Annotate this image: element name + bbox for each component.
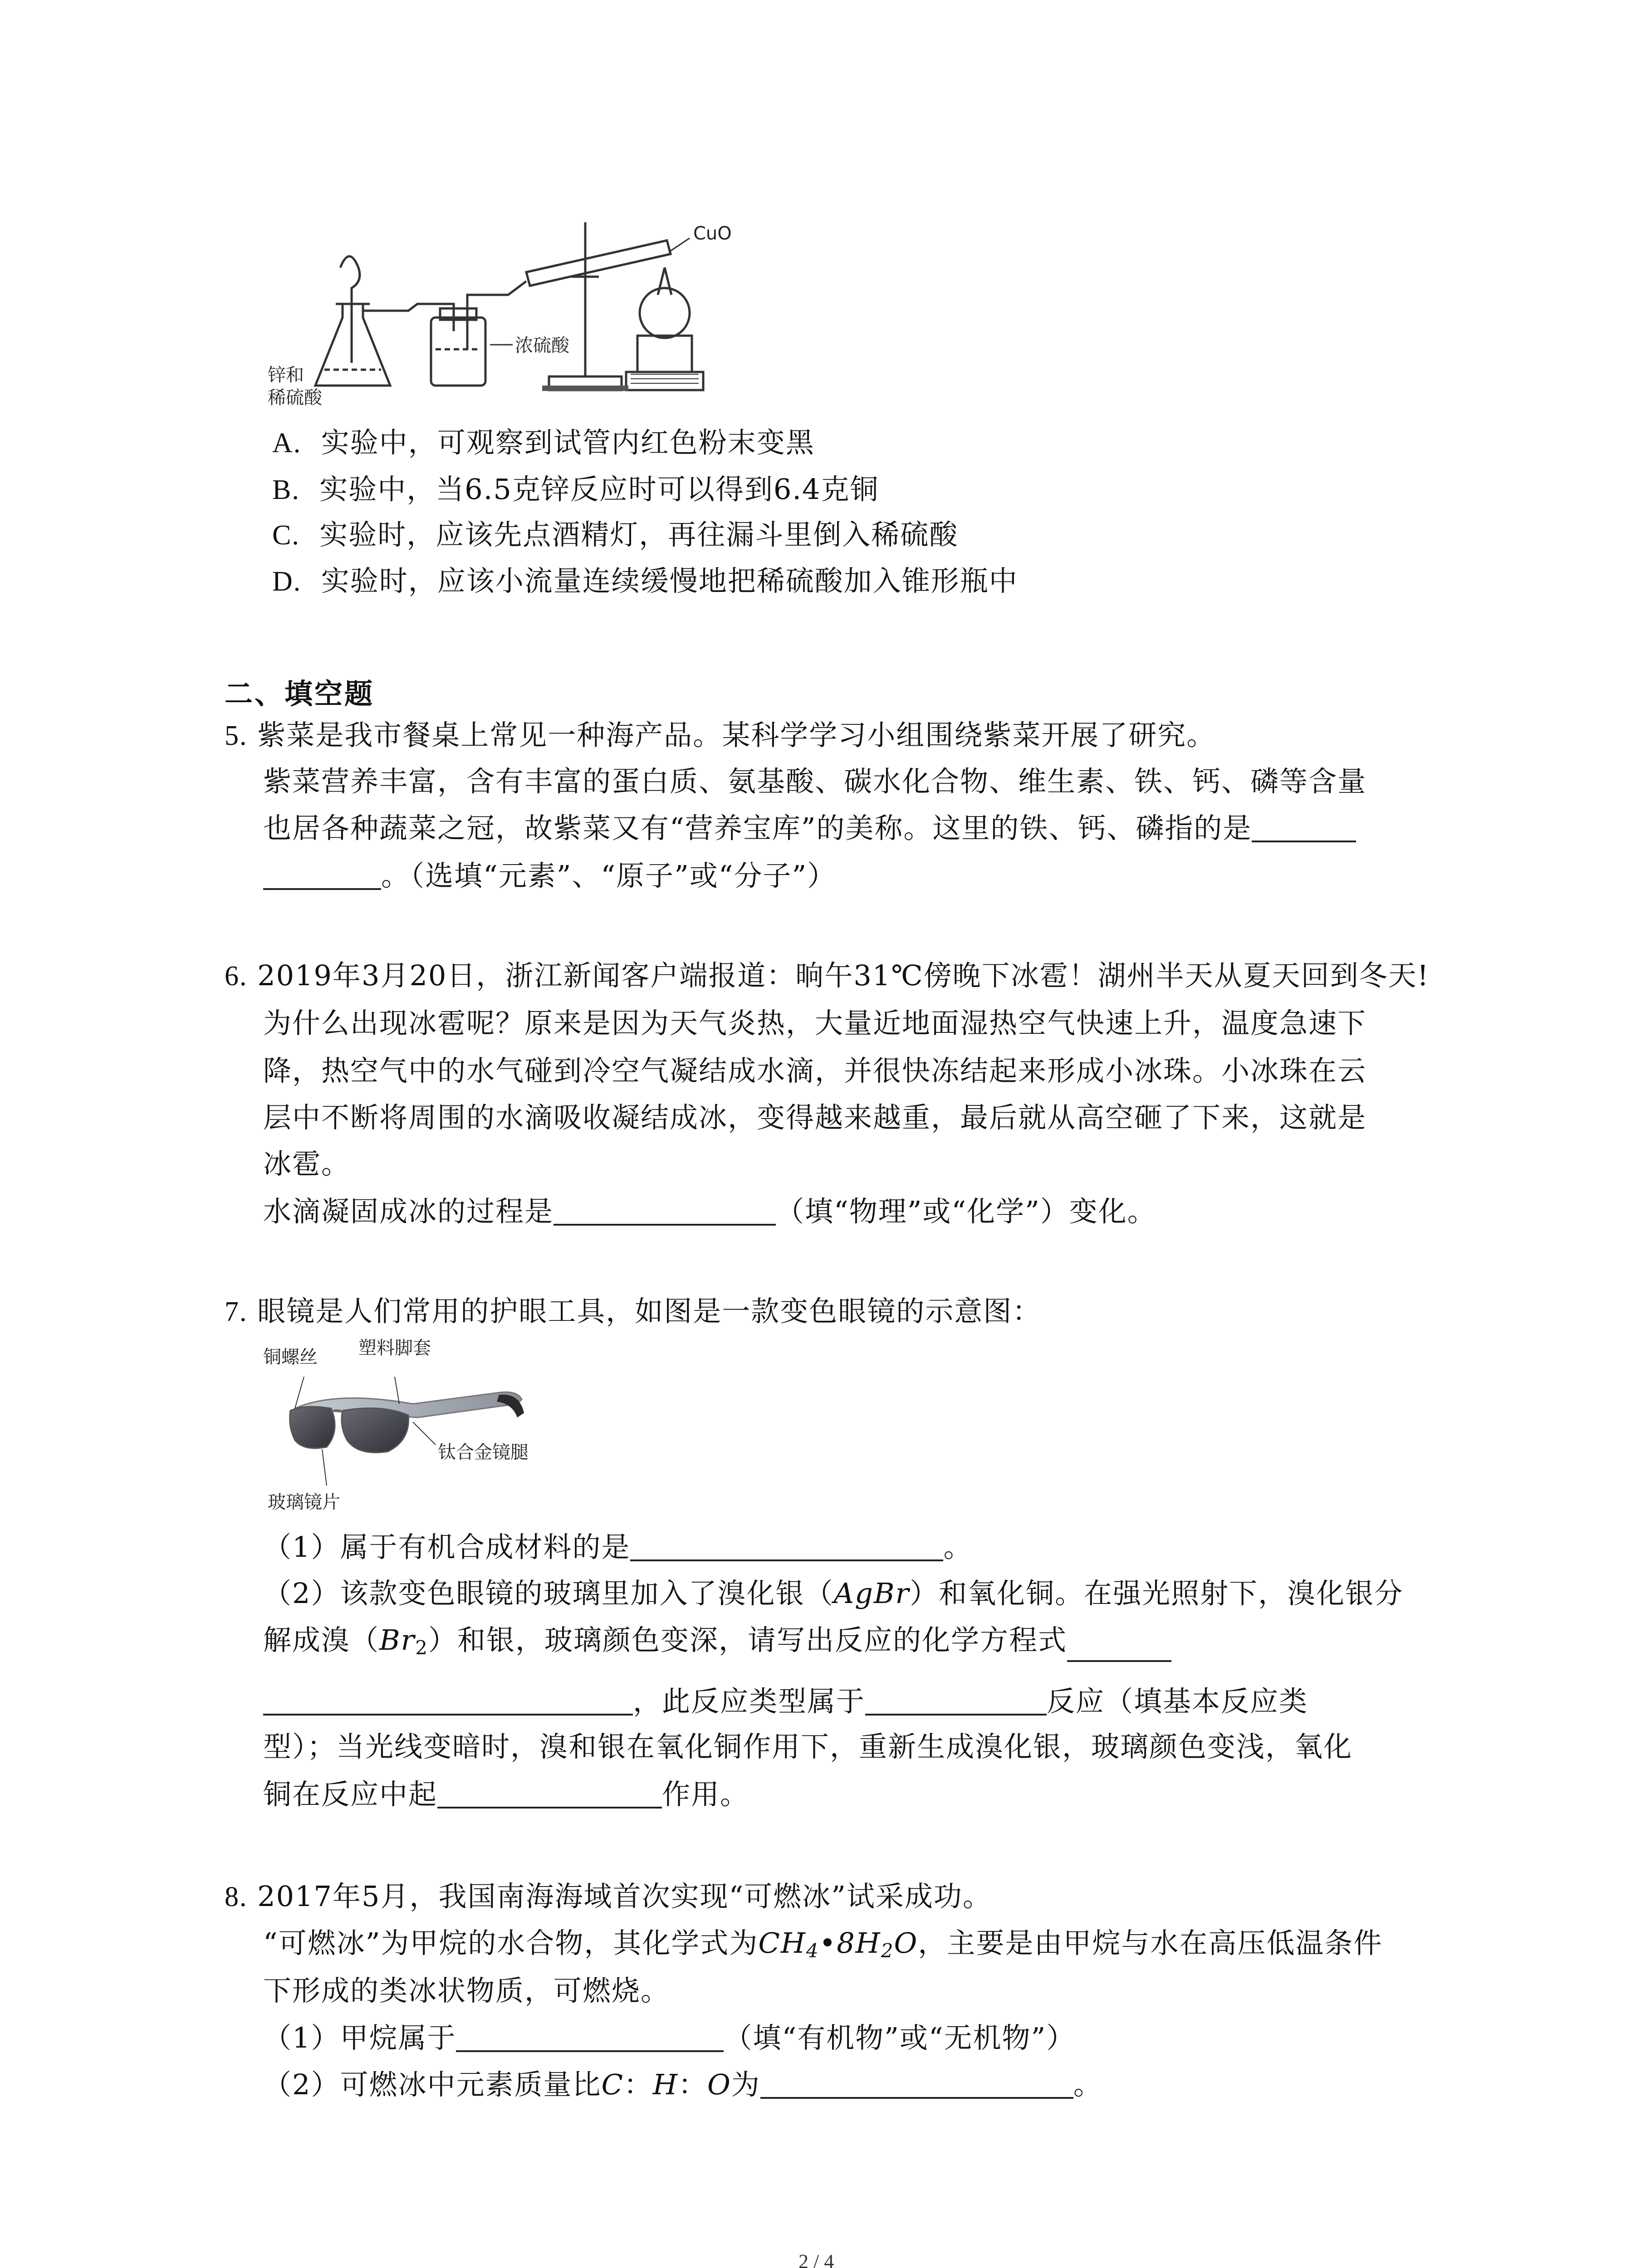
q7-catalyst-blank[interactable] (437, 1783, 662, 1809)
q7-intro: 7. 眼镜是人们常用的护眼工具，如图是一款变色眼镜的示意图： (225, 1295, 1042, 1328)
q7-part2-line4: 型）；当光线变暗时，溴和银在氧化铜作用下，重新生成溴化银，玻璃颜色变浅，氧化 (263, 1730, 1353, 1763)
zinc-label-line2: 稀硫酸 (268, 387, 322, 408)
q8-line1: 8. 2017年5月，我国南海海域首次实现“可燃冰”试采成功。 (225, 1880, 992, 1913)
section-title: 二、填空题 (225, 677, 375, 710)
sunglasses-figure (263, 1336, 544, 1526)
copper-screw-label: 铜螺丝 (263, 1347, 318, 1368)
glass-lens-label: 玻璃镜片 (268, 1492, 340, 1513)
q6-number: 6. (225, 961, 248, 992)
q7-part1: （1）属于有机合成材料的是 。 (263, 1530, 973, 1564)
q5-line1: 5. 紫菜是我市餐桌上常见一种海产品。某科学学习小组围绕紫菜开展了研究。 (225, 719, 1216, 752)
q5-line3: 也居各种蔬菜之冠，故紫菜又有“营养宝库”的美称。这里的铁、钙、磷指的是 (263, 814, 1356, 842)
q8-line3: 下形成的类冰状物质，可燃烧。 (263, 1974, 670, 2007)
glasses-drawing (290, 1377, 524, 1486)
q6-line4: 层中不断将周围的水滴吸收凝结成冰，变得越来越重，最后就从高空砸了下来，这就是 (263, 1101, 1367, 1134)
q6-line2: 为什么出现冰雹呢？原来是因为天气炎热，大量近地面湿热空气快速上升，温度急速下 (263, 1007, 1367, 1040)
cuo-label: CuO (693, 223, 732, 244)
q5-answer-blank-cont[interactable] (263, 865, 381, 890)
methane-hydrate-formula: $CH_4•8H_2O$ (758, 1926, 918, 1962)
q8-part1: （1）甲烷属于 （填“有机物”或“无机物”） (263, 2021, 1076, 2054)
plastic-tip-label: 塑料脚套 (358, 1338, 431, 1359)
q6-line5: 冰雹。 (263, 1147, 351, 1180)
q6-line6: 水滴凝固成冰的过程是 （填“物理”或“化学”）变化。 (263, 1195, 1156, 1228)
q4-option-a: A. 实验中，可观察到试管内红色粉末变黑 (272, 426, 815, 459)
sulfuric-acid-label: 浓硫酸 (515, 335, 569, 356)
apparatus-figure (254, 213, 753, 417)
q4-option-b: B. 实验中，当6.5克锌反应时可以得到6.4克铜 (272, 473, 879, 506)
zinc-label-line1: 锌和 (268, 365, 304, 386)
q7-number: 7. (225, 1296, 248, 1327)
q7-part2-line2: 解成溴$(Br_2)$和银，玻璃颜色变深，请写出反应的化学方程式 (263, 1626, 1171, 1662)
q4-option-c: C. 实验时，应该先点酒精灯，再往漏斗里倒入稀硫酸 (272, 518, 959, 551)
q4-option-d: D. 实验时，应该小流量连续缓慢地把稀硫酸加入锥形瓶中 (272, 564, 1018, 597)
q8-part1-blank[interactable] (456, 2027, 724, 2052)
q7-part1-blank[interactable] (630, 1536, 943, 1561)
q6-answer-blank[interactable] (554, 1200, 776, 1226)
q7-reaction-type-blank[interactable] (865, 1690, 1047, 1716)
q5-answer-blank[interactable] (1252, 817, 1356, 842)
q8-part2: （2）可燃冰中元素质量比C：H：O为 。 (263, 2068, 1102, 2101)
q5-line4: 。（选填“元素”、“原子”或“分子”） (263, 862, 836, 890)
titanium-leg-label: 钛合金镜腿 (438, 1442, 529, 1463)
q6-line3: 降，热空气中的水气碰到冷空气凝结成水滴，并很快冻结起来形成小冰珠。小冰珠在云 (263, 1054, 1367, 1087)
q7-part2-line1: （2）该款变色眼镜的玻璃里加入了溴化银（AgBr）和氧化铜。在强光照射下，溴化银分 (263, 1577, 1404, 1610)
page-number: 2 / 4 (798, 2250, 834, 2268)
q6-line1: 6. 2019年3月20日，浙江新闻客户端报道：晌午31℃傍晚下冰雹！湖州半天从夏天回到冬天! (225, 959, 1430, 992)
q7-equation-blank[interactable] (1067, 1637, 1171, 1662)
q5-number: 5. (225, 720, 248, 751)
q8-line2: “可燃冰”为甲烷的水合物，其化学式为$CH_4•8H_2O$，主要是由甲烷与水在高压低温条件 (263, 1926, 1383, 1962)
q8-part2-blank[interactable] (760, 2073, 1073, 2099)
q8-number: 8. (225, 1882, 248, 1912)
q7-part2-line3: ，此反应类型属于 反应（填基本反应类 (263, 1687, 1308, 1716)
q7-part2-line5: 铜在反应中起 作用。 (263, 1778, 749, 1811)
q7-equation-blank-cont[interactable] (263, 1690, 633, 1716)
q5-line2: 紫菜营养丰富，含有丰富的蛋白质、氨基酸、碳水化合物、维生素、铁、钙、磷等含量 (263, 765, 1367, 798)
